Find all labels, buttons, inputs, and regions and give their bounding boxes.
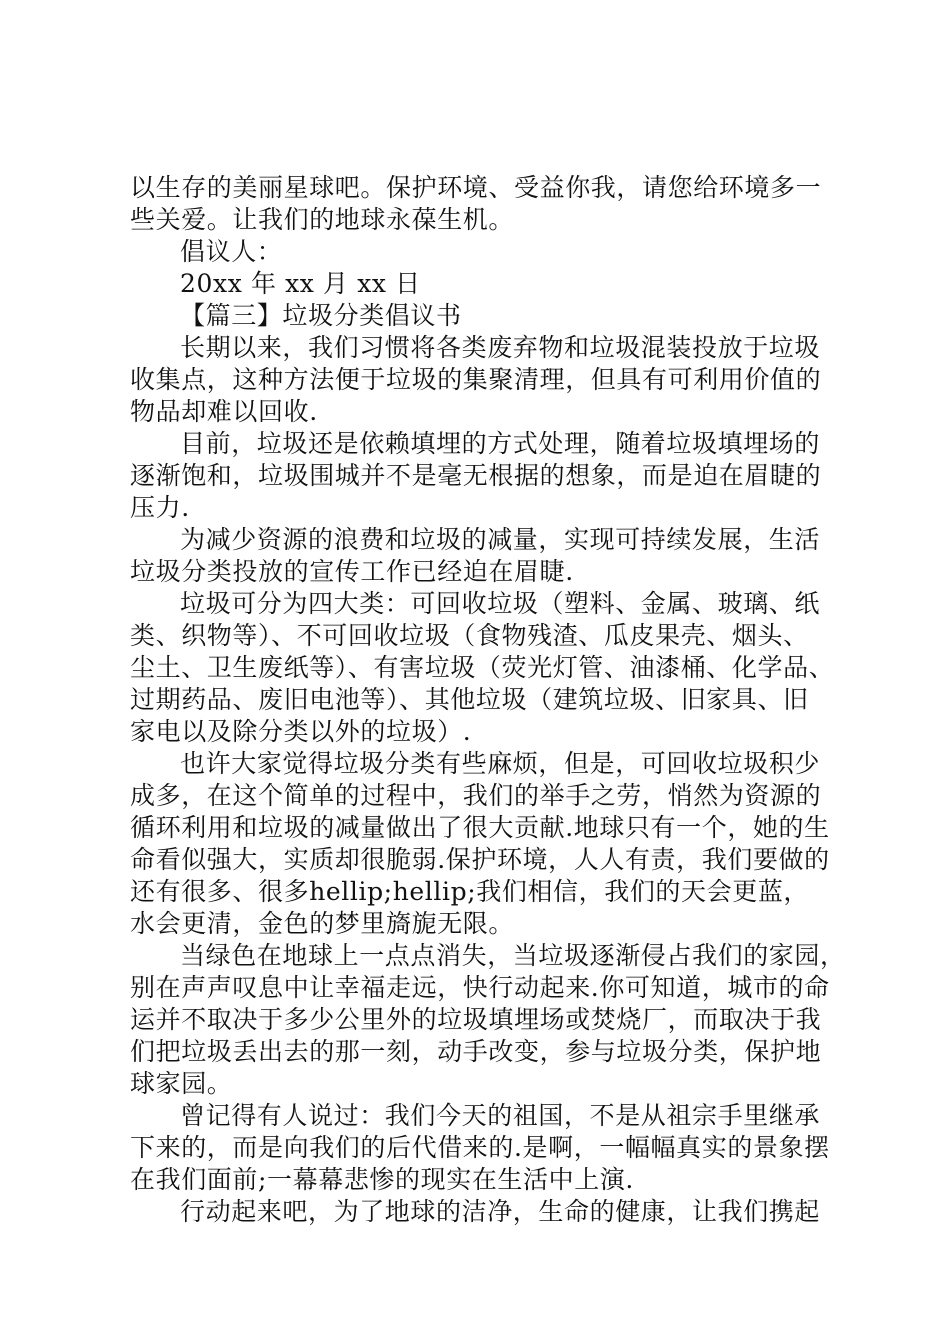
document-body: [130, 172, 846, 1228]
text-line: 些关爱。让我们的地球永葆生机。: [130, 205, 515, 234]
text-line: 20xx 年 xx 月 xx 日: [180, 269, 421, 298]
text-line: 过期药品、废旧电池等）、其他垃圾（建筑垃圾、旧家具、旧: [130, 685, 809, 714]
text-line: 也许大家觉得垃圾分类有些麻烦，但是，可回收垃圾积少: [180, 749, 821, 778]
text-line: 垃圾分类投放的宣传工作已经迫在眉睫.: [130, 557, 574, 586]
text-line: 们把垃圾丢出去的那一刻，动手改变，参与垃圾分类，保护地: [130, 1037, 822, 1066]
text-line: 水会更清，金色的梦里旖旎无限。: [130, 909, 515, 938]
text-line: 逐渐饱和，垃圾围城并不是毫无根据的想象，而是迫在眉睫的: [130, 461, 822, 490]
text-line: 曾记得有人说过：我们今天的祖国，不是从祖宗手里继承: [180, 1101, 821, 1130]
text-line: 垃圾可分为四大类：可回收垃圾（塑料、金属、玻璃、纸: [180, 589, 821, 618]
text-line: 球家园。: [130, 1069, 233, 1098]
text-line: 长期以来，我们习惯将各类废弃物和垃圾混装投放于垃圾: [180, 333, 821, 362]
text-line: 成多，在这个简单的过程中，我们的举手之劳，悄然为资源的: [130, 781, 822, 810]
text-line: 倡议人：: [180, 237, 283, 266]
text-line: 命看似强大，实质却很脆弱.保护环境，人人有责，我们要做的: [130, 845, 830, 874]
text-line: 别在声声叹息中让幸福走远，快行动起来.你可知道，城市的命: [130, 973, 830, 1002]
text-line: 压力.: [130, 493, 190, 522]
text-line: 当绿色在地球上一点点消失，当垃圾逐渐侵占我们的家园，: [180, 941, 846, 970]
text-line: 还有很多、很多hellip;hellip;我们相信，我们的天会更蓝，: [130, 877, 810, 906]
text-line: 尘土、卫生废纸等）、有害垃圾（荧光灯管、油漆桶、化学品、: [130, 653, 835, 682]
text-line: 运并不取决于多少公里外的垃圾填埋场或焚烧厂，而取决于我: [130, 1005, 822, 1034]
text-line: 收集点，这种方法便于垃圾的集聚清理，但具有可利用价值的: [130, 365, 822, 394]
text-line: 下来的，而是向我们的后代借来的.是啊，一幅幅真实的景象摆: [130, 1133, 830, 1162]
text-line: 类、织物等）、不可回收垃圾（食物残渣、瓜皮果壳、烟头、: [130, 621, 809, 650]
text-line: 行动起来吧，为了地球的洁净，生命的健康，让我们携起: [180, 1197, 821, 1226]
text-line: 目前，垃圾还是依赖填埋的方式处理，随着垃圾填埋场的: [180, 429, 821, 458]
text-line: 循环利用和垃圾的减量做出了很大贡献.地球只有一个，她的生: [130, 813, 830, 842]
text-line: 物品却难以回收.: [130, 397, 318, 426]
text-line: 为减少资源的浪费和垃圾的减量，实现可持续发展，生活: [180, 525, 821, 554]
text-line: 家电以及除分类以外的垃圾）.: [130, 717, 472, 746]
text-line: 在我们面前;一幕幕悲惨的现实在生活中上演.: [130, 1165, 634, 1194]
text-line: 【篇三】垃圾分类倡议书: [180, 301, 462, 330]
text-line: 以生存的美丽星球吧。保护环境、受益你我，请您给环境多一: [130, 173, 822, 202]
